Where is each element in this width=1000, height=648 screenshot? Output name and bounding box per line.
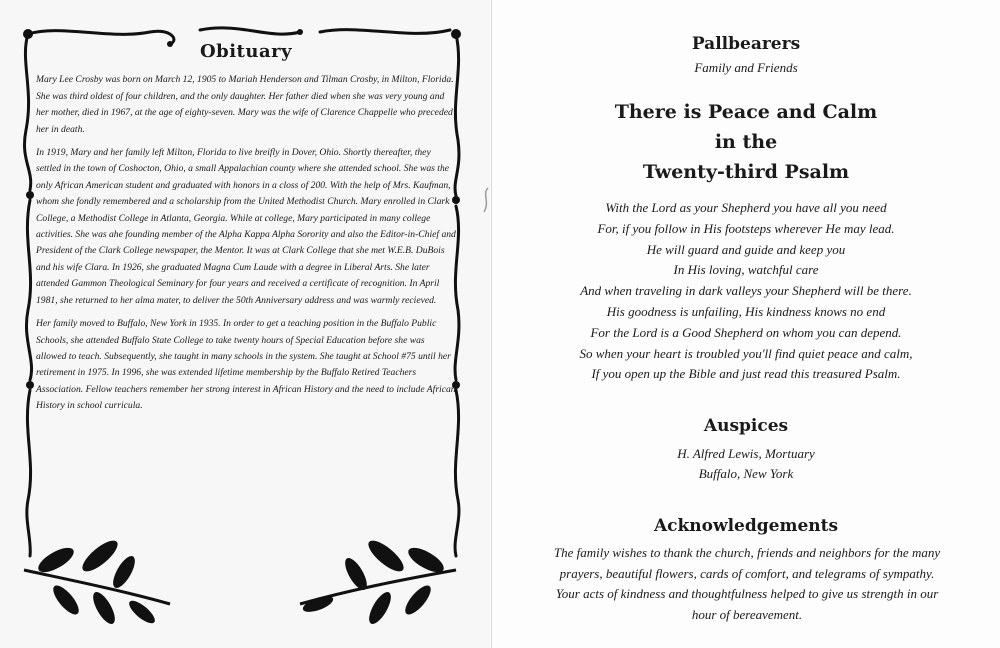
poem-line: He will guard and guide and keep you [646,241,846,257]
poem-line: In His loving, watchful care [673,262,819,278]
obituary-paragraph-2: In 1919, Mary and her family left Milton, Florida to live breifly in Dover, Ohio. Shortly thereafter, they settled in the town of Coshocton, Ohio, a small Appalachian county where she attended school. She was the only African American student and graduated with honors in a closs of 200. With the help of Mrs. Kaufman, whom she fondly remembered and a scholarship from the United Methodist Church. Mary enrolled in Clark College, a Methodist College in Atlanta, Georgia. While at college, Mary participated in many college activities. She was ahe founding member of the Alpha Kappa Alpha Sorority and also the Editor-in-Chief and President of the Clark College newspaper, the Mentor. It was at Clark College that she met W.E.B. DuBois and his wife Clara. In 1926, she graduated Magna Cum Laude with a degree in Liberal Arts. She later attended Gammon Theological Seminary for four years and received a certificate of recognition. In April 1981, she returned to her alma mater, to deliver the 50th Anniversary address and was warmly recieved. [36,147,456,306]
auspices-line: H. Alfred Lewis, Mortuary [677,446,815,461]
poem-line: If you open up the Bible and just read this treasured Psalm. [591,366,901,382]
pallbearers-heading: Pallbearers [691,34,801,54]
auspices-details [492,444,1000,484]
poem-body [492,198,1000,385]
acknowledgements-line: prayers, beautiful flowers, cards of comfort, and telegrams of sympathy. [559,565,935,581]
acknowledgements-heading: Acknowledgements [653,516,839,536]
acknowledgements-line: The family wishes to thank the church, friends and neighbors for the many [553,545,941,560]
obituary-section [36,41,456,422]
poem-line: With the Lord as your Shepherd you have all you need [605,200,887,215]
poem-title-line: There is Peace and Calm [614,101,878,123]
poem-line: So when your heart is troubled you'll find quiet peace and calm, [579,345,913,361]
poem-title-line: in the [714,131,778,153]
auspices-heading: Auspices [703,416,789,436]
poem-line: His goodness is unfailing, His kindness knows no end [606,303,886,319]
staple-mark [478,186,492,216]
obituary-paragraph-1: Mary Lee Crosby was born on March 12, 1905 to Mariah Henderson and Tilman Crosby, in Milton, Florida. She was third oldest of four children, and the only daughter. Her father died when she was very young and her mother, died in 1967, at the age of eighty-seven. Mary was the wife of Clarence Chappelle who preceded her in death. [36,74,454,135]
poem-line: And when traveling in dark valleys your Shepherd will be there. [580,283,912,299]
poem-line: For, if you follow in His footsteps wherever He may lead. [597,220,895,236]
left-page [0,0,492,648]
acknowledgements-line: hour of bereavement. [691,606,803,622]
obituary-title: Obituary [199,41,293,62]
right-page [492,0,1000,648]
poem-line: For the Lord is a Good Shepherd on whom you can depend. [590,324,902,340]
poem-title [492,97,1000,187]
acknowledgements-line: Your acts of kindness and thoughtfulness helped to give us strength in our [555,586,939,602]
acknowledgements-text [532,543,962,625]
obituary-paragraph-3: Her family moved to Buffalo, New York in 1935. In order to get a teaching position in the Buffalo Public Schools, she attended Buffalo State College to take twenty hours of Special Education before she was allowed to teach. Subsequently, she taught in many schools in the system. She taught at School #75 until her retirement in 1975. In 1996, she was extended lifetime membership by the Buffalo Retired Teachers Association. Fellow teachers remember her strong interest in African History and the need to include African History in school curricula. [36,318,456,412]
poem-title-line: Twenty-third Psalm [642,161,850,183]
auspices-line: Buffalo, New York [698,466,794,481]
pallbearers-names: Family and Friends [694,60,798,75]
